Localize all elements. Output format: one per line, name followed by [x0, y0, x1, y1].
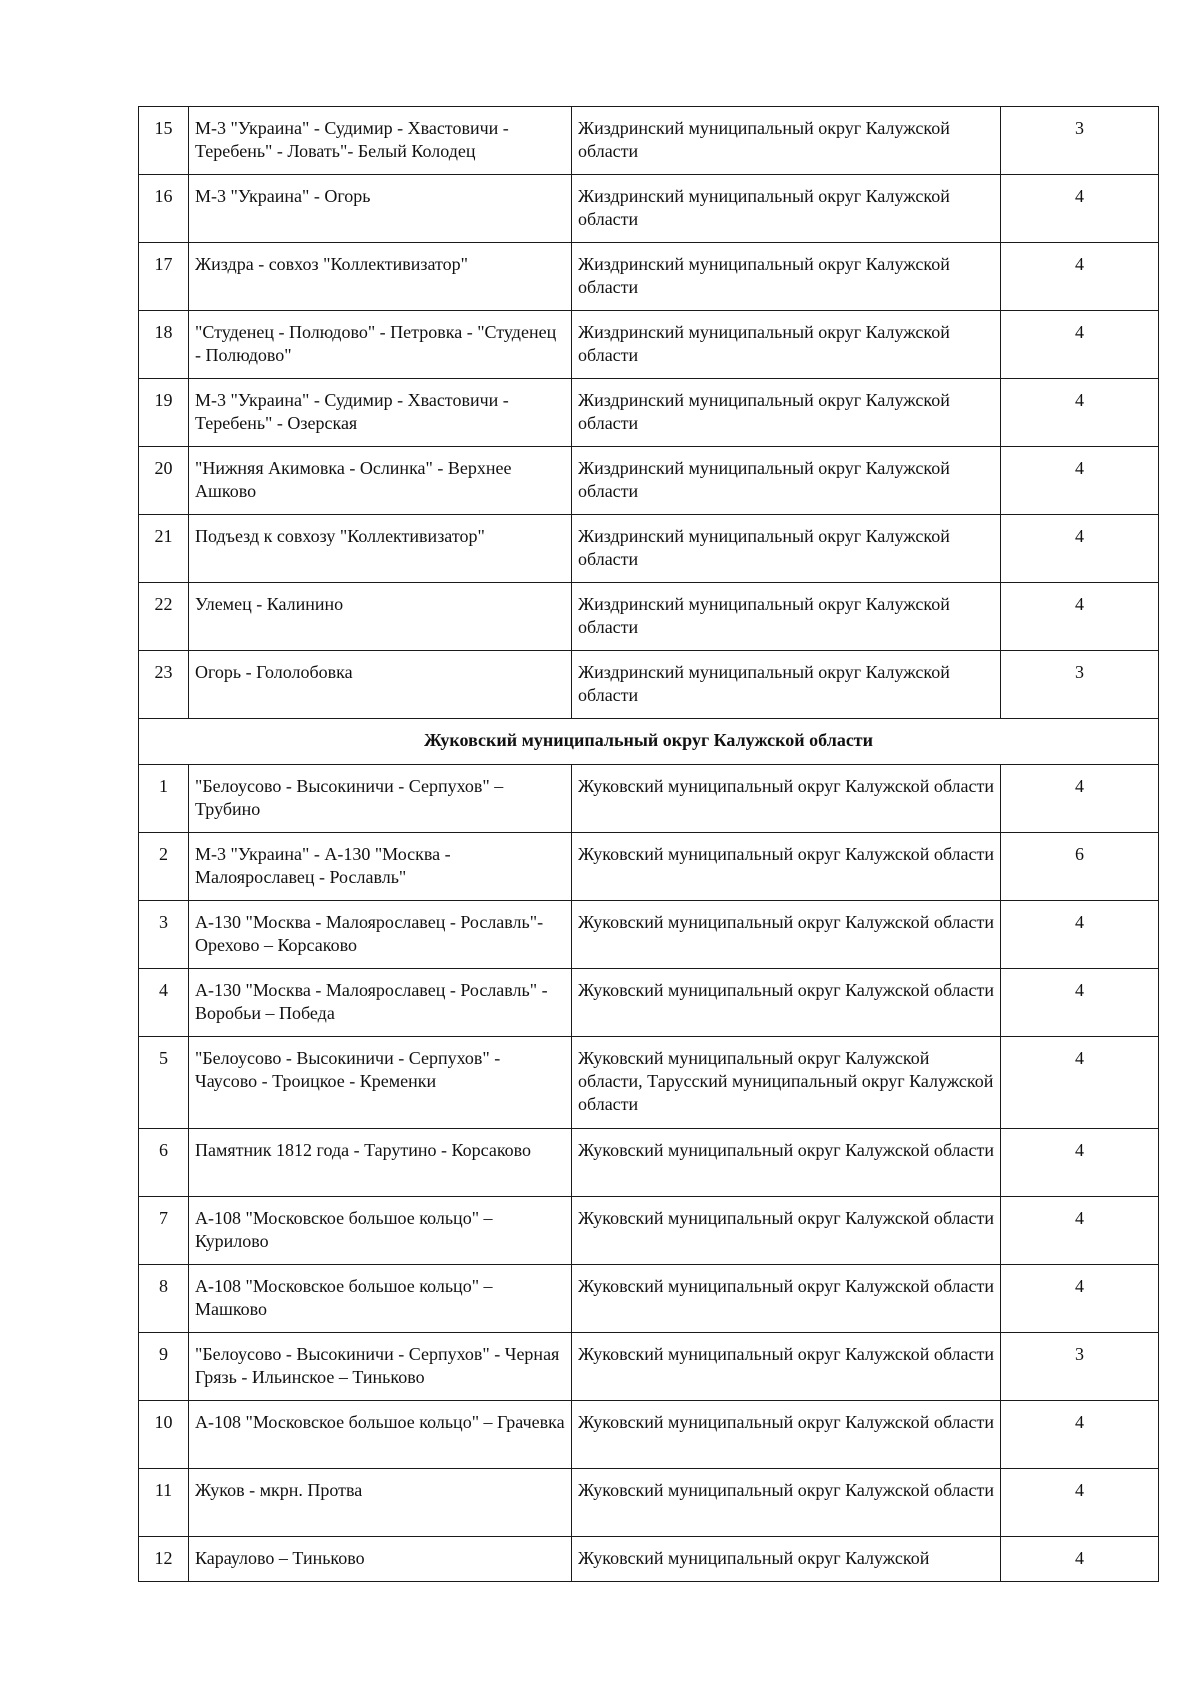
- row-value: 3: [1001, 651, 1159, 719]
- road-name: Караулово – Тиньково: [189, 1537, 572, 1582]
- road-name: А-108 "Московское большое кольцо" – Машково: [189, 1265, 572, 1333]
- road-name: А-130 "Москва - Малоярославец - Рославль"- Орехово – Корсаково: [189, 901, 572, 969]
- row-number: 7: [139, 1197, 189, 1265]
- municipality: Жиздринский муниципальный округ Калужской области: [572, 175, 1001, 243]
- table-row: [139, 833, 1159, 901]
- road-name: А-130 "Москва - Малоярославец - Рославль" - Воробьи – Победа: [189, 969, 572, 1037]
- row-value: 4: [1001, 311, 1159, 379]
- row-value: 4: [1001, 1469, 1159, 1537]
- row-number: 16: [139, 175, 189, 243]
- row-number: 2: [139, 833, 189, 901]
- municipality: Жуковский муниципальный округ Калужской области: [572, 1401, 1001, 1469]
- row-number: 4: [139, 969, 189, 1037]
- table-row: [139, 1265, 1159, 1333]
- road-name: Подъезд к совхозу "Коллективизатор": [189, 515, 572, 583]
- row-number: 8: [139, 1265, 189, 1333]
- road-name: М-3 "Украина" - Огорь: [189, 175, 572, 243]
- row-number: 19: [139, 379, 189, 447]
- row-value: 3: [1001, 107, 1159, 175]
- municipality: Жиздринский муниципальный округ Калужской области: [572, 651, 1001, 719]
- road-name: Улемец - Калинино: [189, 583, 572, 651]
- municipality: Жуковский муниципальный округ Калужской: [572, 1537, 1001, 1582]
- row-value: 4: [1001, 447, 1159, 515]
- table-row: [139, 175, 1159, 243]
- road-name: "Белоусово - Высокиничи - Серпухов" - Черная Грязь - Ильинское – Тиньково: [189, 1333, 572, 1401]
- road-name: М-3 "Украина" - А-130 "Москва - Малоярославец - Рославль": [189, 833, 572, 901]
- municipality: Жуковский муниципальный округ Калужской области: [572, 1197, 1001, 1265]
- row-value: 4: [1001, 969, 1159, 1037]
- municipality: Жуковский муниципальный округ Калужской области: [572, 765, 1001, 833]
- municipality: Жиздринский муниципальный округ Калужской области: [572, 379, 1001, 447]
- table-row: [139, 651, 1159, 719]
- municipality: Жуковский муниципальный округ Калужской области: [572, 1469, 1001, 1537]
- table-row: [139, 1537, 1159, 1582]
- roads-table: [138, 106, 1159, 1582]
- row-number: 1: [139, 765, 189, 833]
- row-value: 4: [1001, 1197, 1159, 1265]
- table-row: [139, 765, 1159, 833]
- table-row: [139, 969, 1159, 1037]
- road-name: "Нижняя Акимовка - Ослинка" - Верхнее Ашково: [189, 447, 572, 515]
- row-number: 20: [139, 447, 189, 515]
- table-row: [139, 1401, 1159, 1469]
- road-name: "Белоусово - Высокиничи - Серпухов" – Трубино: [189, 765, 572, 833]
- road-name: Огорь - Гололобовка: [189, 651, 572, 719]
- table-row: [139, 447, 1159, 515]
- municipality: Жуковский муниципальный округ Калужской области, Тарусский муниципальный округ Калужской области: [572, 1037, 1001, 1129]
- municipality: Жиздринский муниципальный округ Калужской области: [572, 447, 1001, 515]
- row-number: 18: [139, 311, 189, 379]
- table-row: [139, 515, 1159, 583]
- road-name: М-3 "Украина" - Судимир - Хвастовичи - Теребень" - Ловать"- Белый Колодец: [189, 107, 572, 175]
- municipality: Жуковский муниципальный округ Калужской области: [572, 1129, 1001, 1197]
- table-row: [139, 1469, 1159, 1537]
- row-value: 4: [1001, 583, 1159, 651]
- row-number: 10: [139, 1401, 189, 1469]
- row-number: 15: [139, 107, 189, 175]
- row-number: 6: [139, 1129, 189, 1197]
- municipality: Жуковский муниципальный округ Калужской области: [572, 833, 1001, 901]
- municipality: Жиздринский муниципальный округ Калужской области: [572, 107, 1001, 175]
- table-row: [139, 107, 1159, 175]
- municipality: Жуковский муниципальный округ Калужской области: [572, 1265, 1001, 1333]
- row-value: 4: [1001, 765, 1159, 833]
- road-name: А-108 "Московское большое кольцо" – Курилово: [189, 1197, 572, 1265]
- road-name: М-3 "Украина" - Судимир - Хвастовичи - Теребень" - Озерская: [189, 379, 572, 447]
- road-name: Памятник 1812 года - Тарутино - Корсаково: [189, 1129, 572, 1197]
- municipality: Жиздринский муниципальный округ Калужской области: [572, 583, 1001, 651]
- municipality: Жиздринский муниципальный округ Калужской области: [572, 243, 1001, 311]
- row-number: 11: [139, 1469, 189, 1537]
- row-value: 4: [1001, 1129, 1159, 1197]
- row-value: 4: [1001, 379, 1159, 447]
- municipality: Жиздринский муниципальный округ Калужской области: [572, 311, 1001, 379]
- table-row: [139, 311, 1159, 379]
- row-number: 23: [139, 651, 189, 719]
- row-number: 17: [139, 243, 189, 311]
- road-name: "Студенец - Полюдово" - Петровка - "Студенец - Полюдово": [189, 311, 572, 379]
- table-row: [139, 1197, 1159, 1265]
- road-name: "Белоусово - Высокиничи - Серпухов" - Чаусово - Троицкое - Кременки: [189, 1037, 572, 1129]
- municipality: Жуковский муниципальный округ Калужской области: [572, 1333, 1001, 1401]
- road-name: Жиздра - совхоз "Коллективизатор": [189, 243, 572, 311]
- road-name: Жуков - мкрн. Протва: [189, 1469, 572, 1537]
- row-value: 4: [1001, 175, 1159, 243]
- road-name: А-108 "Московское большое кольцо" – Грачевка: [189, 1401, 572, 1469]
- municipality: Жиздринский муниципальный округ Калужской области: [572, 515, 1001, 583]
- table-row: [139, 1129, 1159, 1197]
- table-row: [139, 583, 1159, 651]
- table-row: [139, 901, 1159, 969]
- table-row: [139, 243, 1159, 311]
- row-number: 12: [139, 1537, 189, 1582]
- table-row: [139, 1037, 1159, 1129]
- roads-table-body: [139, 107, 1159, 1582]
- table-row: [139, 1333, 1159, 1401]
- row-value: 6: [1001, 833, 1159, 901]
- section-header-row: [139, 719, 1159, 765]
- row-number: 3: [139, 901, 189, 969]
- row-number: 22: [139, 583, 189, 651]
- row-value: 4: [1001, 243, 1159, 311]
- row-value: 4: [1001, 515, 1159, 583]
- row-number: 21: [139, 515, 189, 583]
- row-value: 3: [1001, 1333, 1159, 1401]
- row-number: 9: [139, 1333, 189, 1401]
- row-value: 4: [1001, 1037, 1159, 1129]
- row-value: 4: [1001, 1265, 1159, 1333]
- table-row: [139, 379, 1159, 447]
- municipality: Жуковский муниципальный округ Калужской области: [572, 901, 1001, 969]
- row-value: 4: [1001, 1537, 1159, 1582]
- row-number: 5: [139, 1037, 189, 1129]
- section-title: Жуковский муниципальный округ Калужской области: [139, 719, 1159, 765]
- municipality: Жуковский муниципальный округ Калужской области: [572, 969, 1001, 1037]
- row-value: 4: [1001, 1401, 1159, 1469]
- row-value: 4: [1001, 901, 1159, 969]
